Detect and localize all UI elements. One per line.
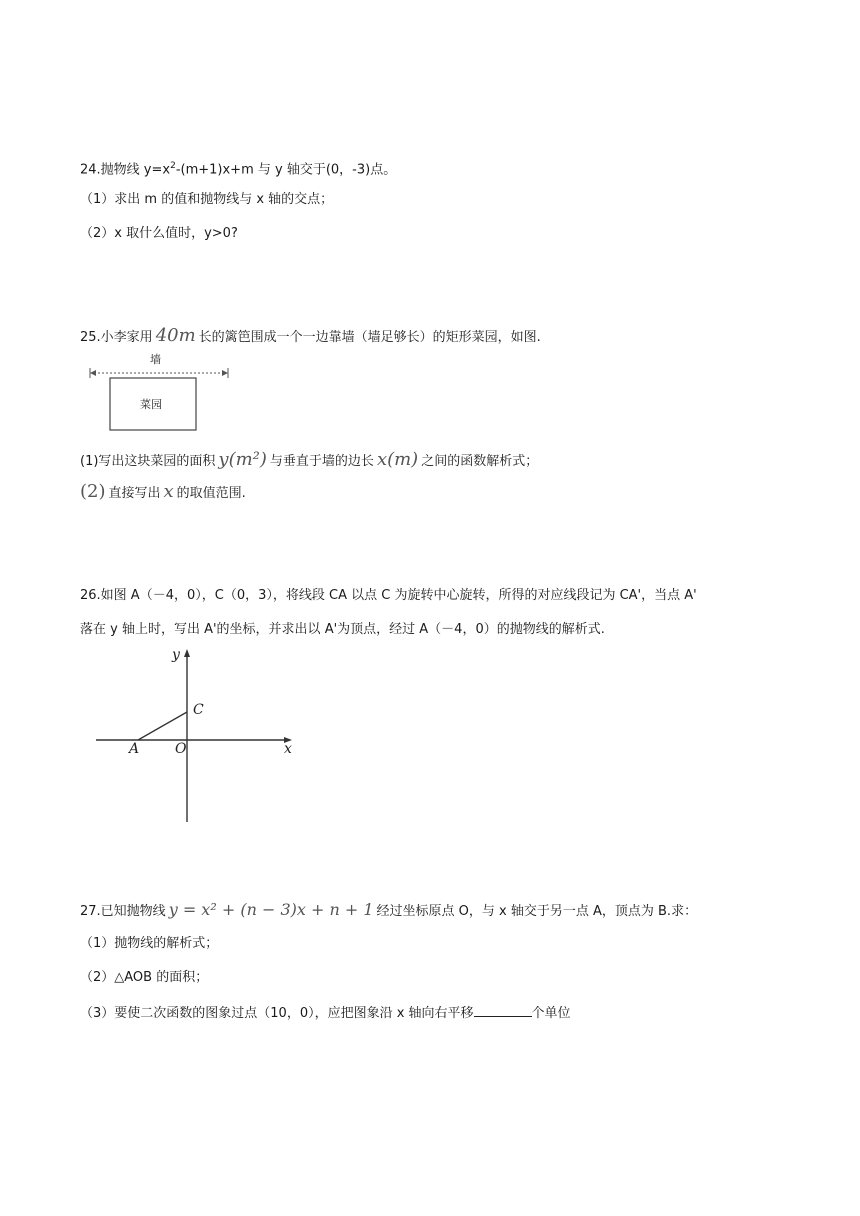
q24-stem-sup: 2 [170,161,176,171]
q25-p2-b: 的取值范围. [176,486,246,501]
q24-stem-a: 24.抛物线 y=x [80,162,171,178]
q25-stem [80,326,541,348]
q25-p2-math: x [163,481,174,502]
q24-part1: （1）求出 m 的值和抛物线与 x 轴的交点； [80,192,334,207]
q25-fig-garden-label: 菜园 [140,398,162,411]
q25-p2-num: (2) [80,481,106,502]
q26-c-label: C [193,702,204,718]
q25-part1 [80,450,538,472]
q26-coordinate-figure [92,642,302,827]
q26-line1: 26.如图 A（－4，0），C（0，3），将线段 CA 以点 C 为旋转中心旋转，所得的对应线段记为 CA'，当点 A' [80,588,697,603]
q26-segment-ca [138,712,187,740]
q25-p1-a: (1)写出这块菜园的面积 [80,454,216,469]
q27-stem-b: 经过坐标原点 O，与 x 轴交于另一点 A，顶点为 B.求： [376,904,698,919]
q25-p1-c: 之间的函数解析式； [421,454,539,469]
q27-stem-a: 27.已知抛物线 [80,904,166,919]
q24-part2: （2）x 取什么值时，y>0? [80,226,238,241]
q25-stem-b: 长的篱笆围成一个一边靠墙（墙足够长）的矩形菜园，如图. [198,330,541,345]
q25-stem-math: 40m [155,325,196,346]
q26-line2: 落在 y 轴上时，写出 A'的坐标，并求出以 A'为顶点，经过 A（－4，0）的抛物线的解析式. [80,622,605,637]
q27-answer-blank [474,1002,532,1017]
q26-a-label: A [129,741,140,757]
q26-o-label: O [175,741,187,757]
q25-p1-b: 与垂直于墙的边长 [269,454,374,469]
q27-p3-b: 个单位 [531,1006,571,1021]
q24-stem [80,156,396,180]
q26-y-arrow-icon [184,649,190,657]
q25-stem-a: 25.小李家用 [80,330,153,345]
q27-part3 [80,1002,571,1024]
q25-wall-arrow-left-icon [90,370,96,376]
q26-x-label: x [284,741,292,757]
q25-p1-math1: y(m²) [218,449,267,470]
q27-p3-a: （3）要使二次函数的图象过点（10，0），应把图象沿 x 轴向右平移 [80,1006,474,1021]
q27-part2: （2）△AOB 的面积； [80,970,209,985]
q27-stem-math: y = x² + (n − 3)x + n + 1 [168,900,374,919]
q25-fig-wall-label: 墙 [150,353,161,366]
q25-part2 [80,482,246,504]
q27-part1: （1）抛物线的解析式； [80,936,219,951]
q25-wall-arrow-right-icon [222,370,228,376]
q25-garden-figure [88,352,233,434]
q25-p2-a: 直接写出 [108,486,161,501]
q24-stem-b: -(m+1)x+m 与 y 轴交于(0，-3)点。 [175,162,397,178]
q26-y-label: y [172,647,180,663]
q27-stem [80,900,697,922]
q25-p1-math2: x(m) [376,449,419,470]
